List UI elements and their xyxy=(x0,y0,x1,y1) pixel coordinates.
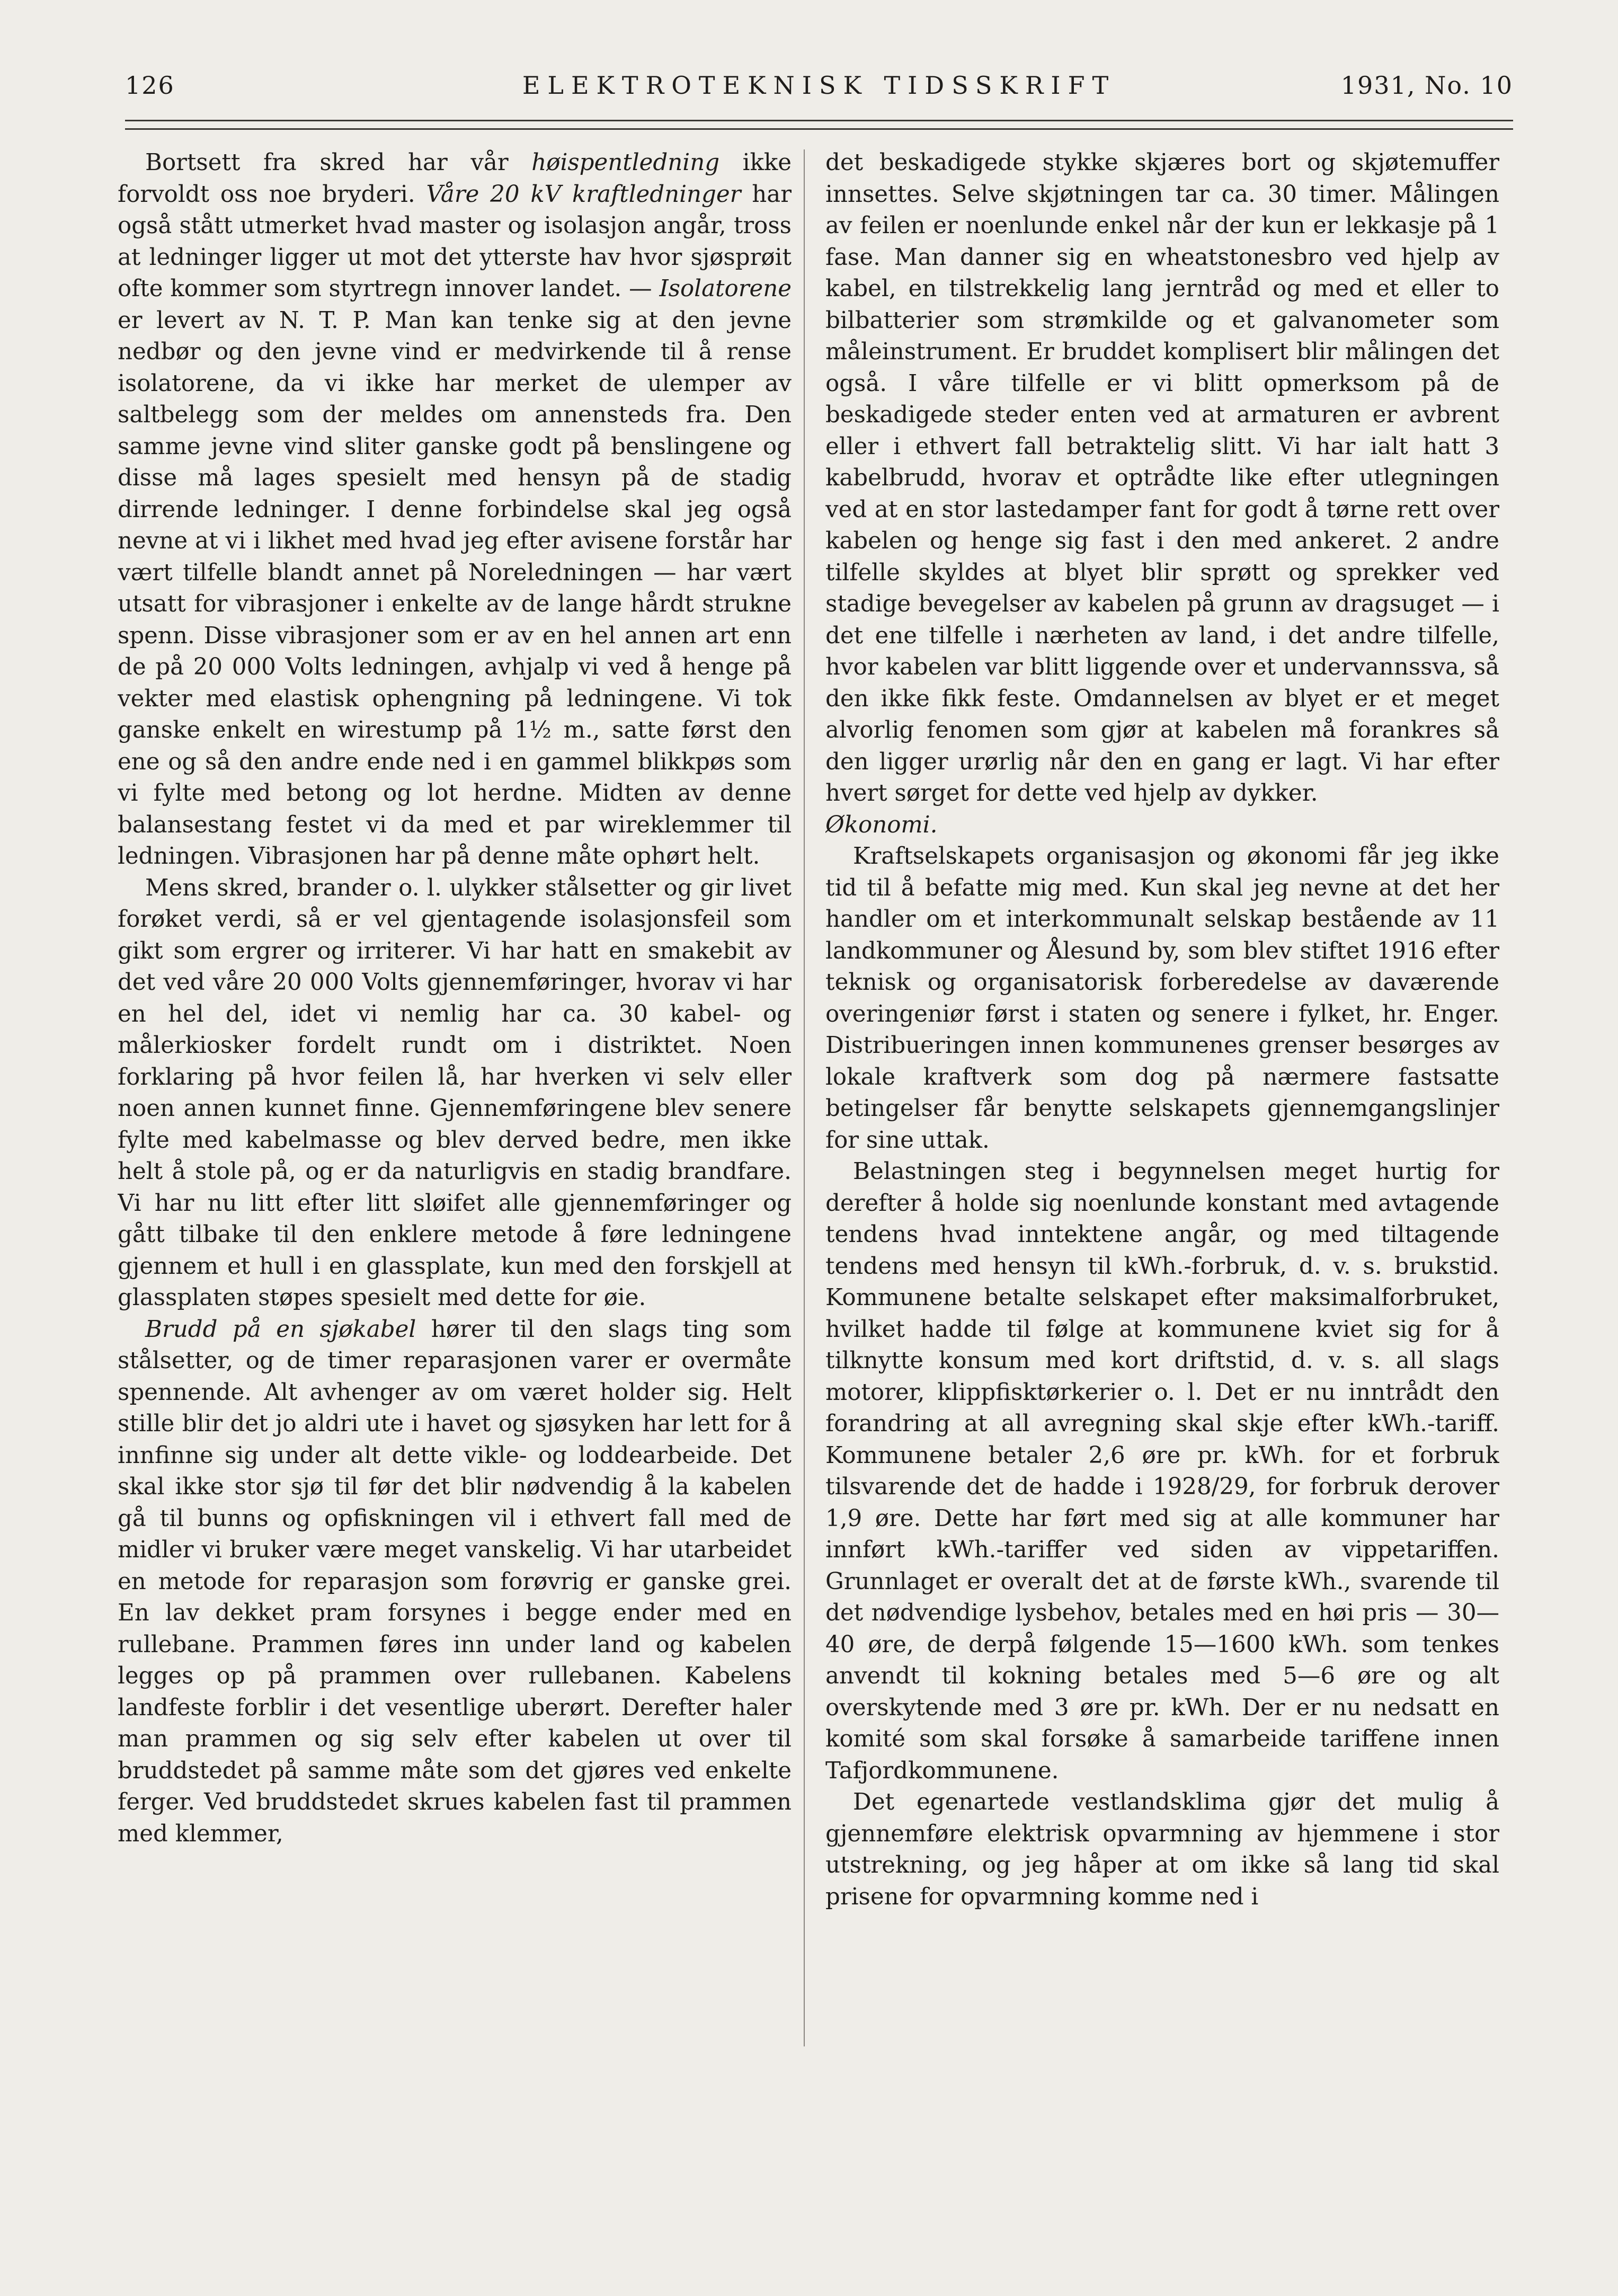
section-heading-okonomi xyxy=(825,810,1499,841)
paragraph-cable-break xyxy=(118,1314,792,1850)
text-run: ikke forvoldt oss noe bryderi. xyxy=(118,149,792,208)
paragraph-cable-repair: det beskadigede stykke skjæres bort og skjøtemuffer innsettes. Selve skjøtningen tar ca. 30 timer. Målingen av feilen er noenlunde enkel når der kun er lekkasje på 1 fase. Man danner sig en wheatstonesbro ved hjelp av kabel, en tilstrekkelig lang jerntråd og med et eller to bilbatterier som strømkilde og et galvanometer som måleinstrument. Er bruddet komplisert blir målingen det også. I våre tilfelle er vi blitt opmerksom på de beskadigede steder enten ved at armaturen er avbrent eller i ethvert fall betraktelig slitt. Vi har ialt hatt 3 kabelbrudd, hvorav et optrådte like efter utlegningen ved at en stor lastedamper fant for godt å tørne rett over kabelen og henge sig fast i den med ankeret. 2 andre tilfelle skyldes at blyet blir sprøtt og sprekker ved stadige bevegelser av kabelen på grunn av dragsuget — i det ene tilfelle i nærheten av land, i det andre tilfelle, hvor kabelen var blitt liggende over et undervannssva, så den ikke fikk feste. Omdannelsen av blyet er et meget alvorlig fenomen som gjør at kabelen må forankres så den ligger urørlig når den en gang er lagt. Vi har efter hvert sørget for dette ved hjelp av dykker. xyxy=(825,149,1499,806)
paragraph-insulation-faults: Mens skred, brander o. l. ulykker stålsetter og gir livet forøket verdi, så er vel gjentagende isolasjonsfeil som gikt som ergrer og irriterer. Vi har hatt en smakebit av det ved våre 20 000 Volts gjennemføringer, hvorav vi har en hel del, idet vi nemlig har ca. 30 kabel- og målerkiosker fordelt rundt om i distriktet. Noen forklaring på hvor feilen lå, har hverken vi selv eller noen annen kunnet finne. Gjennemføringene blev senere fylte med kabelmasse og blev derved bedre, men ikke helt å stole på, og er da naturligvis en stadig brandfare. Vi har nu litt efter litt sløifet alle gjennemføringer og gått tilbake til den enklere metode å føre ledningene gjennem et hull i en glassplate, kun med den forskjell at glassplaten støpes spesielt med dette for øie. xyxy=(118,874,792,1311)
right-column xyxy=(825,147,1499,2076)
emphasis-brudd-sjokabel: Brudd på en sjøkabel xyxy=(145,1316,416,1343)
running-header xyxy=(125,63,1513,105)
column-divider xyxy=(804,149,805,2046)
paragraph-organisation: Kraftselskapets organisasjon og økonomi får jeg ikke tid til å befatte mig med. Kun skal jeg nevne at det her handler om et interkommunalt selskap bestående av 11 landkommuner og Ålesund by, som blev stiftet 1916 efter teknisk og organisatorisk forberedelse av daværende overingeniør først i staten og senere i fylket, hr. Enger. Distribueringen innen kommunenes grenser besørges av lokale kraftverk som dog på nærmere fastsatte betingelser får benytte selskapets gjennemgangslinjer for sine uttak. xyxy=(825,843,1499,1154)
paragraph-climate-heating: Det egenartede vestlandsklima gjør det mulig å gjennemføre elektrisk opvarmning av hjemmene i stor utstrekning, og jeg håper at om ikke så lang tid skal prisene for opvarmning komme ned i xyxy=(825,1789,1499,1910)
left-column xyxy=(118,147,792,2076)
text-run: er levert av N. T. P. Man kan tenke sig at den jevne nedbør og den jevne vind er medvirkende til å rense isolatorene, da vi ikke har merket de ulemper av saltbelegg som der meldes om annensteds fra. Den samme jevne vind sliter ganske godt på benslingene og disse må lages spesielt med hensyn på de stadig dirrende ledninger. I denne forbindelse skal jeg også nevne at vi i likhet med hvad jeg efter avisene forstår har vært tilfelle blandt annet på Noreledningen — har vært utsatt for vibrasjoner i enkelte av de lange hårdt strukne spenn. Disse vibrasjoner som er av en hel annen art enn de på 20 000 Volts ledningen, avhjalp vi ved å henge på vekter med elastisk ophengning på ledningene. Vi tok ganske enkelt en wirestump på 1½ m., satte først den ene og så den andre ende ned i en gammel blikkpøs som vi fylte med betong og lot herdne. Midten av denne balansestang festet vi da med et par wireklemmer til ledningen. Vibrasjonen har på denne måte ophørt helt. xyxy=(118,307,792,870)
text-run: har også stått utmerket hvad master og isolasjon angår, tross at ledninger ligger ut mot det ytterste hav hvor sjøsprøit ofte kommer som styrtregn innover landet. — xyxy=(118,181,792,302)
emphasis-kraftledninger: Våre 20 kV kraftledninger xyxy=(426,181,741,208)
page-number: 126 xyxy=(125,71,175,100)
heading-text: Økonomi. xyxy=(825,811,938,838)
issue-label: 1931, No. 10 xyxy=(1340,71,1513,100)
text-run: Bortsett fra skred har vår xyxy=(145,149,532,176)
emphasis-isolatorene: Isolatorene xyxy=(659,276,792,302)
header-rule-top xyxy=(125,120,1513,121)
text-run: hører til den slags ting som stålsetter, og de timer reparasjonen varer er overmåte spennende. Alt avhenger av om været holder sig. Helt stille blir det jo aldri ute i havet og sjøsyken har lett for å innfinne sig under alt dette vikle- og loddearbeide. Det skal ikke stor sjø til før det blir nødvendig å la kabelen gå til bunns og opfiskningen vil i ethvert fall med de midler vi bruker være meget vanskelig. Vi har utarbeidet en metode for reparasjon som forøvrig er ganske grei. En lav dekket pram forsynes i begge ender med en rullebane. Prammen føres inn under land og kabelen legges op på prammen over rullebanen. Kabelens landfeste forblir i det vesentlige uberørt. Derefter haler man prammen og sig selv efter kabelen ut over til bruddstedet på samme måte som det gjøres ved enkelte ferger. Ved bruddstedet skrues kabelen fast til prammen med klemmer, xyxy=(118,1316,792,1847)
journal-title: ELEKTROTEKNISK TIDSSKRIFT xyxy=(522,71,1116,100)
paragraph-load-tariffs: Belastningen steg i begynnelsen meget hurtig for derefter å holde sig noenlunde konstant med avtagende tendens hvad inntektene angår, og med tiltagende tendens med hensyn til kWh.-forbruk, d. v. s. brukstid. Kommunene betalte selskapet efter maksimalforbruket, hvilket hadde til følge at kommunene kviet sig for å tilknytte konsum med kort driftstid, d. v. s. all slags motorer, klippfisktørkerier o. l. Det er nu inntrådt den forandring at all avregning skal skje efter kWh.-tariff. Kommunene betaler 2,6 øre pr. kWh. for et forbruk tilsvarende det de hadde i 1928/29, for forbruk derover 1,9 øre. Dette har ført med sig at alle kommuner har innført kWh.-tariffer ved siden av vippetariffen. Grunnlaget er overalt det at de første kWh., svarende til det nødvendige lysbehov, betales med en høi pris — 30—40 øre, de derpå følgende 15—1600 kWh. som tenkes anvendt til kokning betales med 5—6 øre og alt overskytende med 3 øre pr. kWh. Der er nu nedsatt en komité som skal forsøke å samarbeide tariffene innen Tafjordkommunene. xyxy=(825,1158,1499,1784)
paragraph-high-voltage-line xyxy=(118,147,792,873)
emphasis-hoispentledning: høispentledning xyxy=(531,149,720,176)
header-rule-bottom xyxy=(125,128,1513,130)
